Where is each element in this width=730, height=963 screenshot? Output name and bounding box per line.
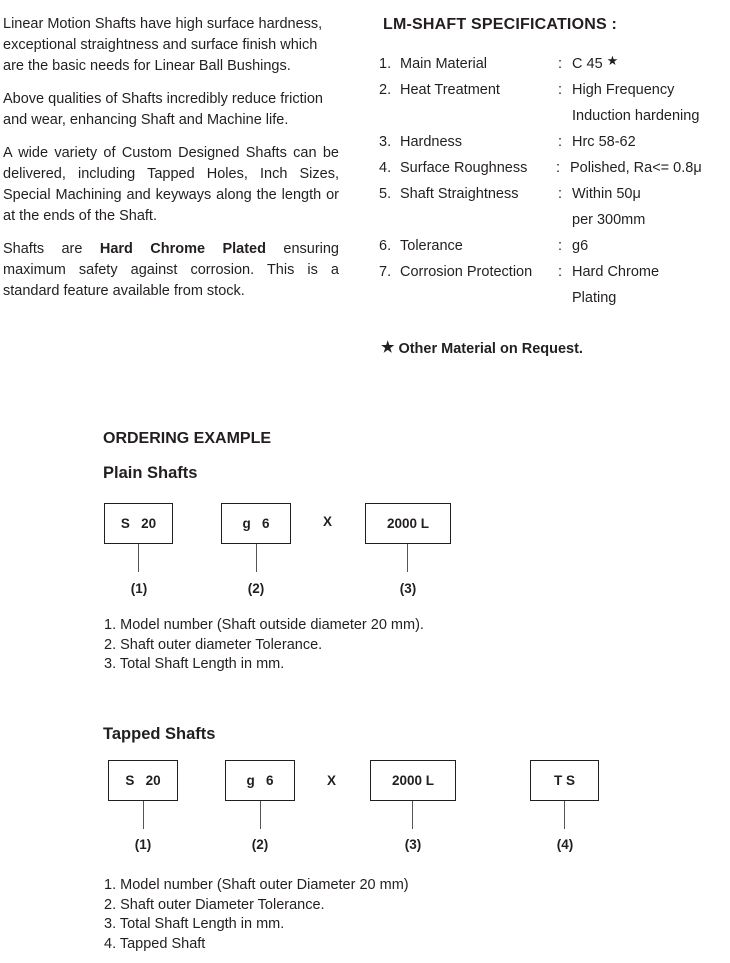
specifications-list <box>379 51 729 311</box>
times-sign: X <box>327 773 337 788</box>
legend-item: 4. Tapped Shaft <box>104 935 206 952</box>
spec-label: Hardness <box>400 134 463 150</box>
spec-value: g6 <box>572 238 589 254</box>
code-box-model: S 20 <box>104 503 173 544</box>
code-box-length: 2000 L <box>365 503 451 544</box>
spec-value: High Frequency <box>572 82 675 98</box>
connector-line <box>407 544 408 572</box>
spec-label: Tolerance <box>400 238 463 254</box>
spec-value-continued: Plating <box>572 290 617 306</box>
intro-paragraph-4-pre: Shafts are <box>3 241 100 257</box>
spec-value: Hrc 58-62 <box>572 134 636 150</box>
spec-colon: : <box>558 82 563 98</box>
star-icon: ★ <box>381 339 395 356</box>
intro-text <box>3 14 339 314</box>
spec-row-heat-treatment <box>379 77 729 103</box>
plain-shafts-title: Plain Shafts <box>103 464 198 482</box>
spec-row-corrosion-protection <box>379 259 729 285</box>
intro-paragraph-3: A wide variety of Custom Designed Shafts can be delivered, including Tapped Holes, Inch Sizes, Special Machining and keyways along the length or at the ends of the Shaft. <box>3 145 339 224</box>
code-box-tolerance: g 6 <box>225 760 295 801</box>
legend-item: 1. Model number (Shaft outside diameter 20 mm). <box>104 617 424 633</box>
code-box-tapped: T S <box>530 760 599 801</box>
spec-value: Within 50μ <box>572 186 641 202</box>
connector-line <box>260 801 261 829</box>
intro-paragraph-2: Above qualities of Shafts incredibly reduce friction and wear, enhancing Shaft and Machine life. <box>3 91 323 128</box>
spec-value-text: C 45 <box>572 56 603 72</box>
legend-item: 1. Model number (Shaft outer Diameter 20 mm) <box>104 877 409 893</box>
legend-item: 2. Shaft outer Diameter Tolerance. <box>104 896 325 913</box>
intro-paragraph-4 <box>3 239 339 302</box>
connector-line <box>412 801 413 829</box>
spec-row-corrosion-protection-cont <box>379 285 729 311</box>
spec-number: 7. <box>379 264 392 280</box>
spec-value-continued: Induction hardening <box>572 108 700 124</box>
spec-number: 4. <box>379 160 392 176</box>
plain-shafts-legend <box>104 616 424 675</box>
spec-label: Corrosion Protection <box>400 264 533 280</box>
index-label: (1) <box>134 837 152 852</box>
index-label: (2) <box>251 837 269 852</box>
spec-number: 5. <box>379 186 392 202</box>
spec-label: Main Material <box>400 56 488 72</box>
spec-row-shaft-straightness-cont <box>379 207 729 233</box>
spec-number: 3. <box>379 134 392 150</box>
code-box-length: 2000 L <box>370 760 456 801</box>
spec-row-surface-roughness <box>379 155 729 181</box>
spec-label: Shaft Straightness <box>400 186 519 202</box>
intro-paragraph-1: Linear Motion Shafts have high surface hardness, exceptional straightness and surface finish which are the basic needs for Linear Ball Bushings. <box>3 16 323 74</box>
spec-value-continued: per 300mm <box>572 212 646 228</box>
ordering-example-title: ORDERING EXAMPLE <box>103 430 272 447</box>
specifications-title: LM-SHAFT SPECIFICATIONS : <box>383 16 618 33</box>
spec-colon: : <box>558 186 563 202</box>
connector-line <box>256 544 257 572</box>
connector-line <box>143 801 144 829</box>
spec-value: Hard Chrome <box>572 264 660 280</box>
index-label: (3) <box>404 837 422 852</box>
spec-row-main-material <box>379 51 729 77</box>
hard-chrome-emphasis: Hard Chrome Plated <box>99 241 266 257</box>
spec-colon: : <box>556 160 561 176</box>
connector-line <box>138 544 139 572</box>
spec-value: Polished, Ra<= 0.8μ <box>570 160 702 176</box>
spec-colon: : <box>558 238 563 254</box>
spec-row-hardness <box>379 129 729 155</box>
connector-line <box>564 801 565 829</box>
legend-item: 3. Total Shaft Length in mm. <box>104 916 285 932</box>
spec-row-heat-treatment-cont <box>379 103 729 129</box>
material-note <box>381 339 583 357</box>
spec-number: 1. <box>379 56 392 72</box>
star-icon: ★ <box>606 53 619 68</box>
index-label: (3) <box>399 581 417 596</box>
spec-number: 2. <box>379 82 392 98</box>
spec-colon: : <box>558 56 563 72</box>
spec-row-shaft-straightness <box>379 181 729 207</box>
spec-row-tolerance <box>379 233 729 259</box>
intro-paragraph-4-post: ensuring maximum safety against corrosion. This is a standard feature available from stock. <box>3 241 339 299</box>
code-box-tolerance: g 6 <box>221 503 291 544</box>
spec-number: 6. <box>379 238 392 254</box>
legend-item: 3. Total Shaft Length in mm. <box>104 656 285 672</box>
legend-item: 2. Shaft outer diameter Tolerance. <box>104 636 323 653</box>
spec-colon: : <box>558 134 563 150</box>
times-sign: X <box>323 514 333 529</box>
material-note-text: Other Material on Request. <box>398 341 583 357</box>
spec-colon: : <box>558 264 563 280</box>
index-label: (1) <box>130 581 148 596</box>
spec-value <box>572 51 618 77</box>
tapped-shafts-legend <box>104 876 409 954</box>
index-label: (2) <box>247 581 265 596</box>
tapped-shafts-title: Tapped Shafts <box>103 725 216 743</box>
spec-label: Surface Roughness <box>400 160 528 176</box>
spec-label: Heat Treatment <box>400 82 500 98</box>
index-label: (4) <box>556 837 574 852</box>
code-box-model: S 20 <box>108 760 178 801</box>
